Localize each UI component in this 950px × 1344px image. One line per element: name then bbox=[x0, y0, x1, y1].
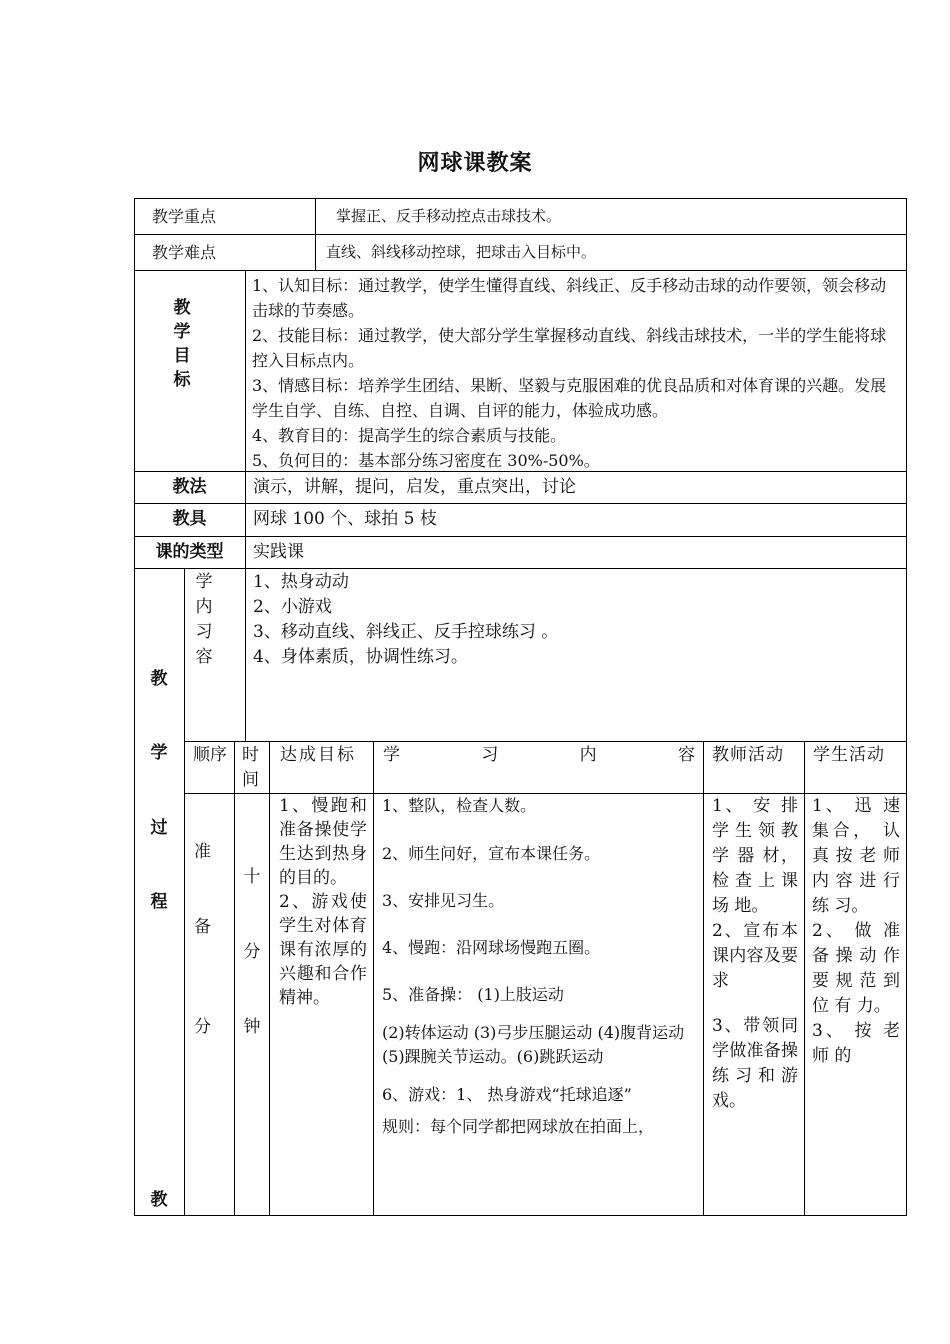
content-item: 2、小游戏 bbox=[253, 597, 332, 617]
objective-item: 5、负何目的：基本部分练习密度在 30%-50%。 bbox=[252, 451, 600, 470]
lesson-type-label: 课的类型 bbox=[155, 542, 224, 562]
equipment-value: 网球 100 个、球拍 5 枝 bbox=[253, 509, 437, 529]
prep-teacher bbox=[712, 794, 798, 1114]
method-value: 演示，讲解，提问，启发，重点突出，讨论 bbox=[253, 477, 576, 497]
content-line: 规则：每个同学都把网球放在拍面上， bbox=[382, 1117, 655, 1136]
content-line: (2)转体运动 (3)弓步压腿运动 (4)腹背运动 (5)踝腕关节运动。(6)跳跃运动 bbox=[382, 1023, 685, 1066]
equipment-label: 教具 bbox=[172, 509, 207, 529]
header-content: 学 习 内 容 bbox=[383, 745, 695, 765]
content-line: 3、安排见习生。 bbox=[382, 891, 505, 910]
teacher-item: 1、 安 排 学 生 领 教 学 器 材，检 查 上 课 场 地。 bbox=[712, 796, 798, 916]
content-label: 学 内 习 容 bbox=[195, 572, 213, 667]
student-item: 1、 迅 速 集合， 认 真 按 老 师 内 容 进 行 练 习。 bbox=[812, 796, 900, 916]
content-list bbox=[253, 570, 893, 670]
student-item: 3、 按 老 师 的 bbox=[812, 1021, 900, 1066]
objectives-list bbox=[252, 273, 900, 473]
goal-item: 1、慢跑和准备操使学生达到热身的目的。 bbox=[279, 796, 367, 888]
header-teacher: 教师活动 bbox=[712, 745, 784, 765]
prep-time-char: 分 bbox=[243, 942, 261, 962]
objective-item: 4、教育目的：提高学生的综合素质与技能。 bbox=[252, 426, 567, 445]
header-student: 学生活动 bbox=[813, 745, 885, 765]
teacher-item: 2、宣布本课内容及要求 bbox=[712, 921, 798, 991]
prep-order-char: 准 bbox=[194, 842, 211, 862]
difficulty-label: 教学难点 bbox=[152, 243, 217, 262]
prep-order-char: 备 bbox=[194, 917, 211, 937]
content-line: 4、慢跑：沿网球场慢跑五圈。 bbox=[382, 938, 601, 957]
prep-goals bbox=[279, 794, 367, 1010]
content-item: 4、身体素质，协调性练习。 bbox=[253, 647, 468, 667]
page-title: 网球课教案 bbox=[417, 150, 533, 176]
process-label-char: 过 bbox=[150, 818, 168, 838]
content-line: 6、游戏：1、 热身游戏“托球追逐” bbox=[382, 1085, 632, 1104]
header-goal: 达成目标 bbox=[280, 745, 356, 765]
key-point-value: 掌握正、反手移动控点击球技术。 bbox=[336, 207, 562, 225]
prep-time-char: 十 bbox=[243, 867, 261, 887]
prep-student bbox=[812, 794, 900, 1069]
objective-item: 2、技能目标：通过教学，使大部分学生掌握移动直线、斜线击球技术，一半的学生能将球控入目标点内。 bbox=[252, 326, 887, 370]
difficulty-value: 直线、斜线移动控球，把球击入目标中。 bbox=[326, 243, 597, 261]
header-order: 顺序 bbox=[193, 745, 227, 765]
teacher-item: 3、带领同学做准备操练习和游戏。 bbox=[712, 1016, 798, 1111]
content-line: 1、整队，检查人数。 bbox=[382, 796, 537, 815]
process-label-char: 学 bbox=[150, 743, 168, 763]
student-item: 2、 做 准 备 操 动 作 要 规 范 到 位 有 力。 bbox=[812, 921, 900, 1016]
process-label-char: 程 bbox=[150, 892, 168, 912]
objective-item: 3、情感目标：培养学生团结、果断、坚毅与克服困难的优良品质和对体育课的兴趣。发展学生自学、自练、自控、自调、自评的能力，体验成功感。 bbox=[252, 376, 887, 420]
objectives-label: 教 学 目 标 bbox=[173, 298, 191, 390]
goal-item: 2、游戏使学生对体育课有浓厚的兴趣和合作精神。 bbox=[279, 892, 367, 1008]
prep-content bbox=[382, 794, 698, 1139]
prep-time-char: 钟 bbox=[243, 1017, 261, 1037]
key-point-label: 教学重点 bbox=[152, 207, 217, 226]
header-time: 时间 bbox=[242, 745, 259, 790]
objective-item: 1、认知目标：通过教学，使学生懂得直线、斜线正、反手移动击球的动作要领，领会移动击球的节奏感。 bbox=[252, 276, 887, 320]
content-line: 5、准备操： (1)上肢运动 bbox=[382, 985, 564, 1004]
process-label-char: 教 bbox=[150, 669, 168, 689]
content-item: 1、热身动动 bbox=[253, 572, 349, 592]
content-item: 3、移动直线、斜线正、反手控球练习 。 bbox=[253, 622, 559, 642]
method-label: 教法 bbox=[172, 477, 207, 497]
content-line: 2、师生问好，宣布本课任务。 bbox=[382, 844, 601, 863]
process-label-char: 教 bbox=[150, 1190, 168, 1210]
lesson-type-value: 实践课 bbox=[253, 542, 304, 562]
prep-order-char: 分 bbox=[194, 1017, 211, 1037]
